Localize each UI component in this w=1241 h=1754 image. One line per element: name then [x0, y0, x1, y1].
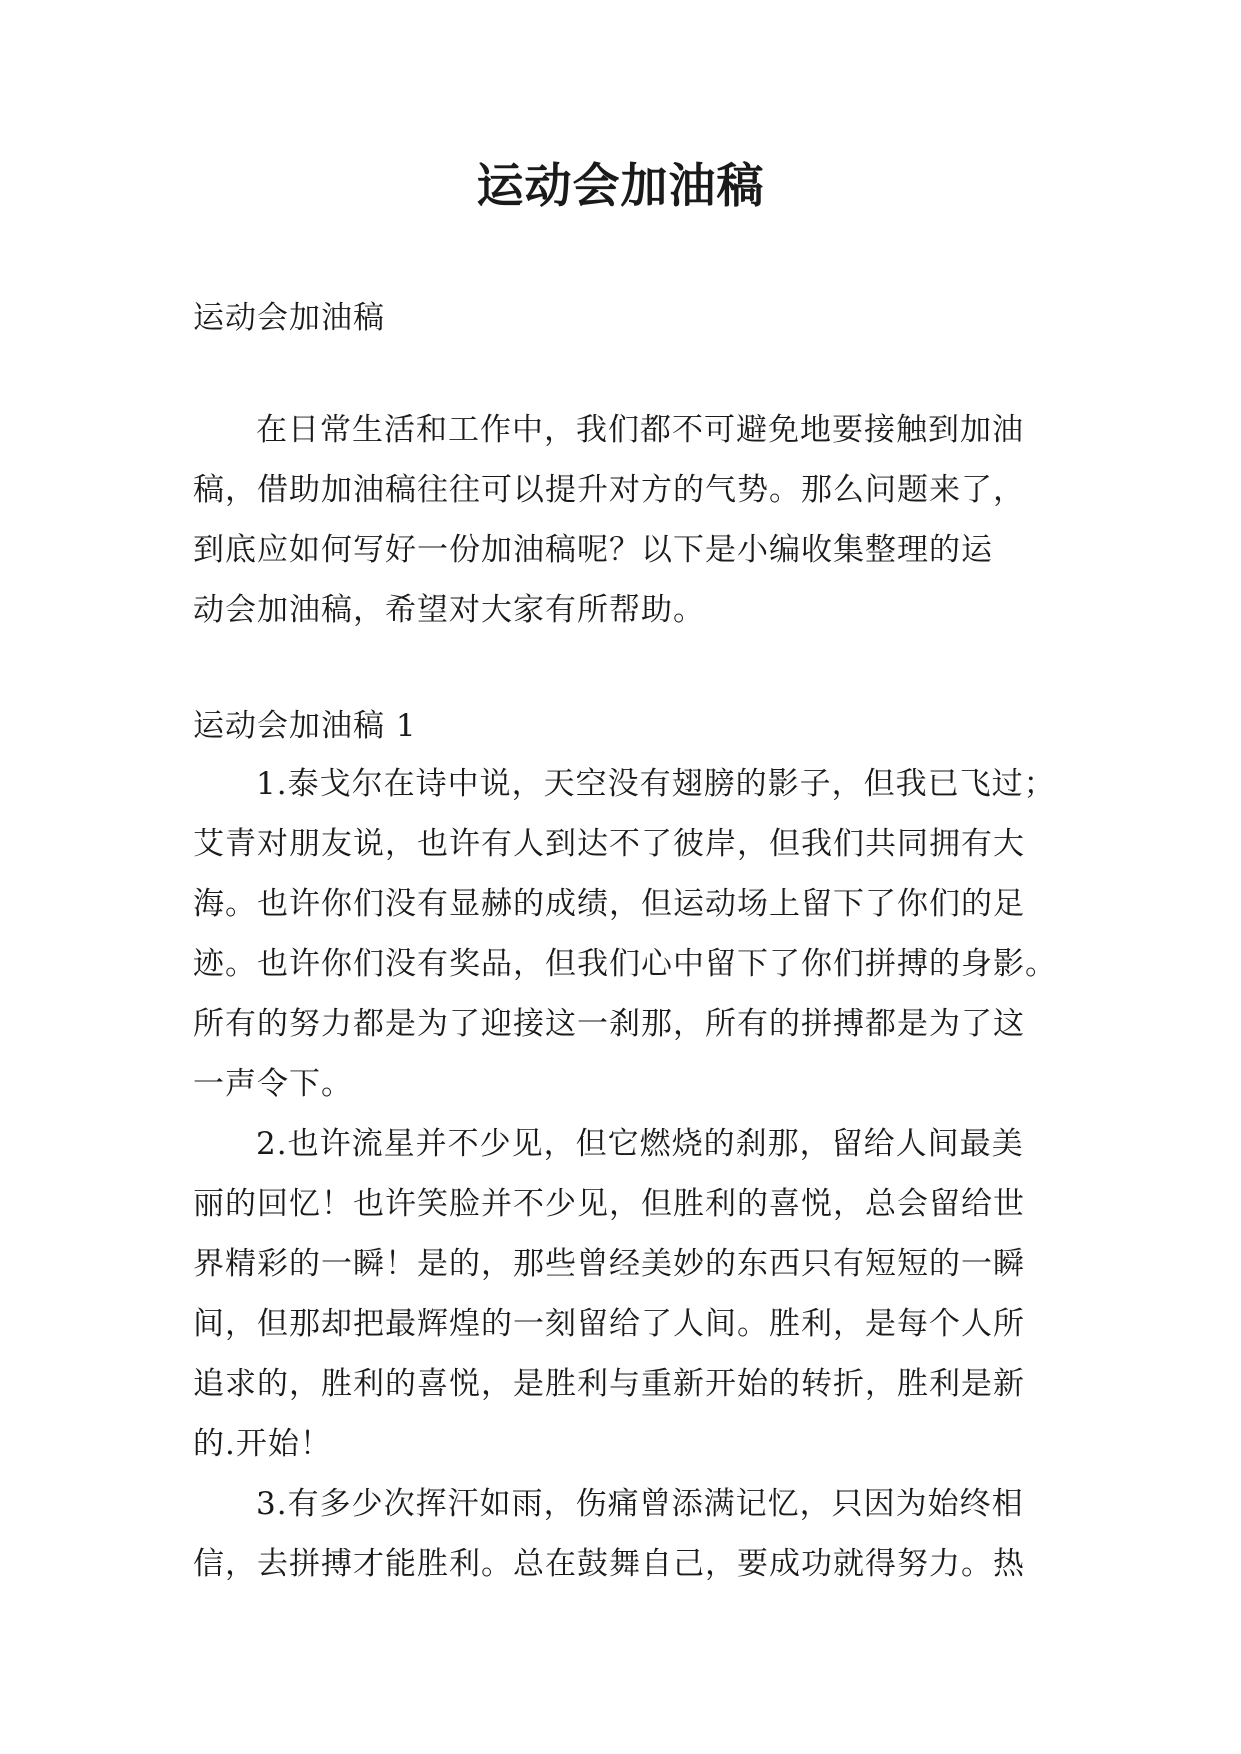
- item-2-line: 界精彩的一瞬！是的，那些曾经美妙的东西只有短短的一瞬: [193, 1246, 1025, 1282]
- item-2-line: 追求的，胜利的喜悦，是胜利与重新开始的转折，胜利是新: [193, 1366, 1025, 1402]
- item-1-line: 1.泰戈尔在诗中说，天空没有翅膀的影子，但我已飞过；: [256, 766, 1056, 802]
- document-title: 运动会加油稿: [476, 159, 765, 214]
- item-1-line: 海。也许你们没有显赫的成绩，但运动场上留下了你们的足: [193, 886, 1025, 922]
- item-1-line: 艾青对朋友说，也许有人到达不了彼岸，但我们共同拥有大: [193, 826, 1025, 862]
- item-3-line: 3.有多少次挥汗如雨，伤痛曾添满记忆，只因为始终相: [256, 1486, 1024, 1522]
- item-3-line: 信，去拼搏才能胜利。总在鼓舞自己，要成功就得努力。热: [193, 1546, 1025, 1582]
- item-2-line: 丽的回忆！也许笑脸并不少见，但胜利的喜悦，总会留给世: [193, 1186, 1025, 1222]
- intro-line: 在日常生活和工作中，我们都不可避免地要接触到加油: [256, 412, 1024, 448]
- subtitle: 运动会加油稿: [193, 300, 385, 336]
- intro-line: 到底应如何写好一份加油稿呢？以下是小编收集整理的运: [193, 532, 993, 568]
- item-1-line: 所有的努力都是为了迎接这一刹那，所有的拼搏都是为了这: [193, 1006, 1025, 1042]
- intro-line: 稿，借助加油稿往往可以提升对方的气势。那么问题来了，: [193, 472, 1025, 508]
- item-2-line: 2.也许流星并不少见，但它燃烧的刹那，留给人间最美: [256, 1126, 1024, 1162]
- section-heading: 运动会加油稿 1: [193, 708, 417, 744]
- item-2-line: 间，但那却把最辉煌的一刻留给了人间。胜利，是每个人所: [193, 1306, 1025, 1342]
- intro-line: 动会加油稿，希望对大家有所帮助。: [193, 592, 705, 628]
- item-2-line: 的.开始！: [193, 1426, 332, 1462]
- item-1-line: 迹。也许你们没有奖品，但我们心中留下了你们拼搏的身影。: [193, 946, 1057, 982]
- item-1-line: 一声令下。: [193, 1066, 353, 1102]
